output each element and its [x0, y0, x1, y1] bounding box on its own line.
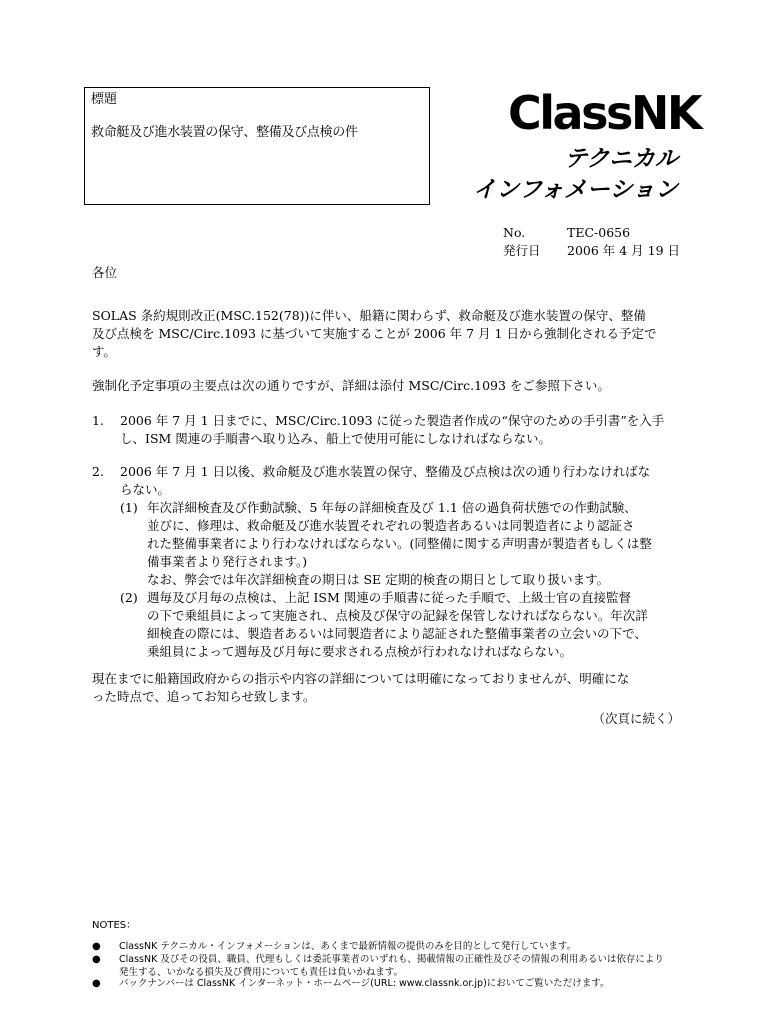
bullet-icon: ● [92, 954, 101, 965]
note-3 [92, 977, 702, 990]
para1-line2: 及び点検を MSC/Circ.1093 に基づいて実施することが 2006 年 7 月 1 日から強制化される予定で [92, 326, 657, 341]
sub1-line2: 並びに、修理は、救命艇及び進水装置それぞれの製造者あるいは同製造者により認証さ [147, 518, 635, 533]
bullet-icon: ● [92, 978, 101, 989]
title-text: 救命艇及び進水装置の保守、整備及び点検の件 [91, 125, 358, 140]
item1-number: 1. [92, 413, 104, 428]
note-1 [92, 940, 702, 953]
continued-note: （次頁に続く） [592, 711, 680, 726]
title-box [84, 87, 430, 205]
item2-line2: らない。 [120, 482, 171, 497]
notes-title: NOTES： [92, 920, 137, 931]
title-label: 標題 [91, 92, 118, 107]
note-2-line1: ClassNK 及びその役員、職員、代理もしくは委託事業者のいずれも、掲載情報の正確性及びその情報の利用あるいは依存により [119, 954, 664, 965]
sub2-line1: 週毎及び月毎の点検は、上記 ISM 関連の手順書に従った手順で、上級士官の直接監督 [147, 590, 631, 605]
sub1-number: (1) [120, 500, 138, 515]
sub2-line4: 乗組員によって週毎及び月毎に要求される点検が行われなければならない。 [147, 644, 573, 659]
sub2-line2: の下で乗組員によって実施され、点検及び保守の記録を保管しなければならない。年次詳 [147, 608, 648, 623]
sub1-line3: れた整備事業者により行わなければならない。(同整備に関する声明書が製造者もしくは整 [147, 536, 652, 551]
sub2-line3: 細検査の際には、製造者あるいは同製造者により認証された整備事業者の立会いの下で、 [147, 626, 647, 641]
item2-number: 2. [92, 464, 104, 479]
item1-line1: 2006 年 7 月 1 日までに、MSC/Circ.1093 に従った製造者作成の“保守のための手引書”を入手 [120, 413, 665, 428]
date-value: 2006 年 4 月 19 日 [567, 243, 681, 258]
para3-line2: った時点で、追ってお知らせ致します。 [92, 689, 316, 704]
classnk-logo: ClassNK [508, 86, 700, 140]
note-2-line2: 発生する、いかなる損失及び費用についても責任は負いかねます。 [119, 967, 404, 978]
subtitle-technical: テクニカル [564, 146, 678, 172]
para1-line3: す。 [92, 344, 117, 359]
sub1-line1: 年次詳細検査及び作動試験、5 年毎の詳細検査及び 1.1 倍の過負荷状態での作動試験、 [147, 500, 637, 515]
para1-line1: SOLAS 条約規則改正(MSC.152(78))に伴い、船籍に関わらず、救命艇及び進水装置の保守、整備 [92, 308, 646, 323]
subtitle-information: インフォメーション [473, 177, 678, 203]
sub2-number: (2) [120, 590, 138, 605]
number-label: No. [503, 225, 526, 240]
note-3-text: バックナンバーは ClassNK インターネット・ホームページ(URL: www.classnk.or.jp)においてご覧いただけます。 [119, 978, 610, 989]
para3-line1: 現在までに船籍国政府からの指示や内容の詳細については明確になっておりませんが、明確にな [92, 671, 630, 686]
sub1-line4: 備事業者より発行されます。) [147, 554, 308, 569]
para2: 強制化予定事項の主要点は次の通りですが、詳細は添付 MSC/Circ.1093 をご参照下さい。 [92, 378, 610, 393]
bullet-icon: ● [92, 941, 101, 952]
sub1-line5: なお、弊会では年次詳細検査の期日は SE 定期的検査の期日として取り扱います。 [147, 572, 610, 587]
item2-line1: 2006 年 7 月 1 日以後、救命艇及び進水装置の保守、整備及び点検は次の通り行わなければな [120, 464, 651, 479]
note-2 [92, 953, 702, 979]
note-1-text: ClassNK テクニカル・インフォメーションは、あくまで最新情報の提供のみを目的として発行しています。 [119, 941, 577, 952]
date-label: 発行日 [503, 243, 541, 258]
item1-line2: し、ISM 関連の手順書へ取り込み、船上で使用可能にしなければならない。 [120, 431, 552, 446]
salutation: 各位 [92, 265, 118, 280]
number-value: TEC-0656 [567, 225, 631, 240]
